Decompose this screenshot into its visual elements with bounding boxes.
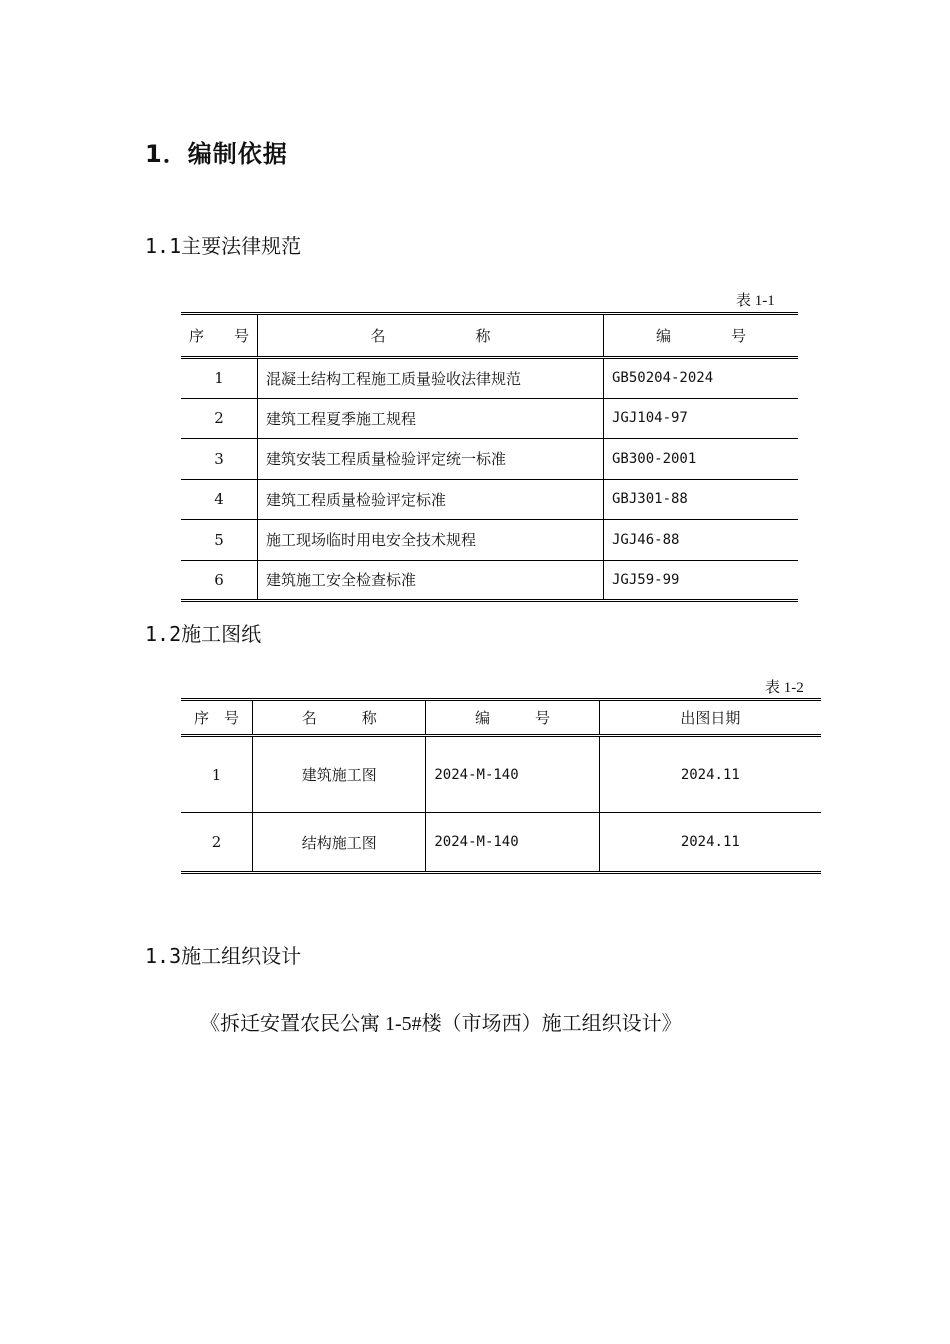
row-code: JGJ46-88 xyxy=(604,520,799,561)
row-index: 4 xyxy=(214,490,224,509)
row-code: GB300-2001 xyxy=(604,439,799,480)
heading-1: 1．编制依据 xyxy=(145,140,288,168)
row-index: 1 xyxy=(211,765,222,784)
row-index: 2 xyxy=(211,833,222,851)
row-name: 建筑施工图 xyxy=(253,736,426,813)
section-heading-1-1 xyxy=(145,230,301,259)
section-title: 施工组织设计 xyxy=(181,944,302,968)
row-index: 2 xyxy=(214,409,224,428)
table-row xyxy=(181,358,798,399)
section-heading-1-2 xyxy=(145,618,261,647)
section-title: 主要法律规范 xyxy=(181,234,302,258)
row-name: 建筑工程夏季施工规程 xyxy=(258,398,604,439)
drawings-table xyxy=(181,698,821,874)
header-cell-index: 序 号 xyxy=(189,327,250,345)
section-number: 1.1 xyxy=(145,234,182,258)
header-cell-date: 出图日期 xyxy=(599,700,821,736)
row-index: 3 xyxy=(214,449,224,468)
header-cell-name: 名 称 xyxy=(258,314,604,358)
section-number: 1.2 xyxy=(145,622,182,646)
table-row xyxy=(181,439,798,480)
table-row xyxy=(181,479,798,520)
table-row xyxy=(181,560,798,601)
table-row xyxy=(181,398,798,439)
table-row xyxy=(181,736,821,813)
section-title: 施工图纸 xyxy=(181,622,262,646)
section-number: 1.3 xyxy=(145,944,182,968)
table-1-caption: 表 1-1 xyxy=(736,293,775,309)
row-code: 2024-M-140 xyxy=(426,813,599,873)
table-row xyxy=(181,813,821,873)
header-cell-index: 序 号 xyxy=(194,709,240,727)
row-code: JGJ59-99 xyxy=(604,560,799,601)
header-cell-code: 编 号 xyxy=(604,314,799,358)
design-document-title: 《拆迁安置农民公寓 1-5#楼（市场西）施工组织设计》 xyxy=(200,1013,682,1035)
row-code: JGJ104-97 xyxy=(604,398,799,439)
row-index: 1 xyxy=(214,369,224,388)
row-code: 2024-M-140 xyxy=(426,736,599,813)
section-heading-1-3 xyxy=(145,940,301,969)
row-date: 2024.11 xyxy=(599,736,821,813)
row-name: 建筑安装工程质量检验评定统一标准 xyxy=(258,439,604,480)
row-name: 建筑施工安全检查标准 xyxy=(258,560,604,601)
row-name: 施工现场临时用电安全技术规程 xyxy=(258,520,604,561)
table-header-row xyxy=(181,700,821,736)
row-name: 结构施工图 xyxy=(253,813,426,873)
row-name: 混凝土结构工程施工质量验收法律规范 xyxy=(258,358,604,399)
row-name: 建筑工程质量检验评定标准 xyxy=(258,479,604,520)
row-code: GB50204-2024 xyxy=(604,358,799,399)
table-2-caption: 表 1-2 xyxy=(765,680,804,696)
header-cell-code: 编 号 xyxy=(426,700,599,736)
row-code: GBJ301-88 xyxy=(604,479,799,520)
row-index: 6 xyxy=(214,570,224,589)
row-index: 5 xyxy=(214,530,224,549)
row-date: 2024.11 xyxy=(599,813,821,873)
header-cell-name: 名 称 xyxy=(253,700,426,736)
standards-table xyxy=(181,312,798,602)
table-row xyxy=(181,520,798,561)
table-header-row xyxy=(181,314,798,358)
